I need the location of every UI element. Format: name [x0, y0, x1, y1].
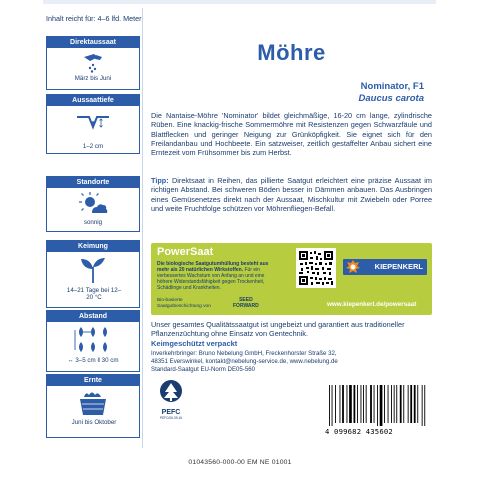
section-header: Standorte [47, 177, 139, 188]
barcode-bar [391, 385, 392, 423]
barcode-bar [361, 385, 362, 423]
barcode-bar [370, 385, 372, 423]
barcode-bar [357, 385, 358, 423]
kiepenkerl-badge-icon [346, 260, 360, 274]
barcode-bar [366, 385, 367, 423]
section-text: 1–2 cm [82, 143, 104, 150]
importer-info [151, 350, 432, 373]
barcode-bar [410, 385, 412, 423]
barcode-bar [414, 385, 416, 423]
section-harvest [46, 374, 140, 438]
barcode-bar [424, 385, 425, 426]
section-text: sonnig [83, 219, 103, 226]
spacing-icon [71, 325, 115, 355]
section-header: Ernte [47, 375, 139, 386]
pefc-label: PEFC [161, 409, 181, 416]
seed-logo-line1: SEED [239, 297, 253, 303]
barcode-bar [422, 385, 423, 426]
barcode-bar [374, 385, 375, 423]
product-title: Möhre [257, 40, 326, 65]
section-header: Abstand [47, 311, 139, 322]
powersaat-text-rest: Für ein verbessertes Wachstum von Anfang an und eine höhere Widerstandsfähigkeit gegen Trockenheit, Schädlinge und Krankheiten. [157, 267, 265, 291]
importer-line: 48351 Everswinkel, kontakt@nebelung-service.de, www.nebelung.de [151, 357, 338, 365]
section-text: ↔ 3–5 cm ‖ 30 cm [67, 357, 119, 364]
pefc-tree-icon [156, 379, 186, 403]
section-text: Juni bis Oktober [71, 419, 117, 426]
variety-name: Nominator, F1 [360, 81, 424, 92]
section-text: März bis Juni [74, 75, 112, 82]
sowing-depth-icon [73, 109, 113, 141]
barcode-bar [400, 385, 402, 423]
kiepenkerl-logo [343, 259, 427, 275]
quality-statement: Unser gesamtes Qualitätssaatgut ist ungebeizt und garantiert aus traditioneller Pflanzenzüchtung ohne Einsatz von Gentechnik. [151, 320, 405, 339]
tip-label: Tipp: [151, 176, 169, 185]
barcode-bar [340, 385, 341, 423]
barcode-bar [363, 385, 364, 423]
barcode-bar [394, 385, 395, 423]
barcode-bar [377, 385, 378, 426]
seed-packet-back [43, 0, 436, 452]
barcode-bar [417, 385, 418, 423]
barcode [325, 385, 429, 441]
barcode-bar [354, 385, 356, 423]
barcode-bar [347, 385, 348, 423]
barcode-bar [403, 385, 404, 423]
powersaat-bio-note: Bio-basierte Saatgutbeschichtung von [157, 298, 211, 309]
section-germination [46, 240, 140, 308]
kiepenkerl-brand: KIEPENKERL [374, 262, 423, 271]
section-spacing [46, 310, 140, 372]
qr-code-icon[interactable] [296, 248, 336, 288]
barcode-bar [388, 385, 389, 423]
section-header: Aussaattiefe [47, 95, 139, 106]
latin-name: Daucus carota [358, 93, 424, 104]
packet-code: 01043560-000-00 EM NE 01001 [188, 459, 292, 466]
product-description: Die Nantaise-Möhre 'Nominator' bildet gleichmäßige, 16-20 cm lange, zylindrische Rüben. Eine knackig-frische Sommermöhre mit Resistenzen gegen Schwarzfäule und Blattflecken und geringer Neigung zur Grünköpfigkeit. Sie eignet sich für den Freilandanbau und Hochbeete. Ein satzweiser, zeitlich gestaffelter Anbau sichert eine Erntezeit vom Frühsommer bis zum Herbst. [151, 111, 432, 158]
main-content [147, 0, 436, 452]
barcode-bar [329, 385, 330, 426]
seedling-icon [75, 255, 111, 285]
sun-cloud-icon [78, 191, 108, 217]
section-text: 14–21 Tage bei 12–20 °C [66, 287, 122, 302]
pefc-logo [151, 379, 191, 420]
tip-paragraph [151, 176, 432, 213]
pefc-code: PEFC/06-39-16 [159, 416, 183, 420]
powersaat-text-strong: Die biologische Saatgutumhüllung besteht aus mehr als 20 natürlichen Wirkstoffen. [157, 261, 269, 273]
barcode-digits: 4 099682 435602 [325, 427, 393, 436]
content-note: Inhalt reicht für: 4–6 lfd. Meter [46, 14, 142, 23]
tip-text: Direktsaat in Reihen, das pillierte Saatgut erleichtert eine präzise Aussaat im richtigen Abstand. Bei schweren Böden besser in Dämmen anbauen. Das Ausbringen eines Gemüsenetzes direkt nach der Aussaat, Mischkultur mit Zwiebeln oder Porree und weite Fruchtfolge schützen vor Möhrenfliegen-Befall. [151, 176, 432, 213]
section-direct-sowing [46, 36, 140, 90]
powersaat-panel [151, 243, 432, 315]
section-header: Direktaussaat [47, 37, 139, 48]
barcode-bar [380, 385, 383, 426]
barcode-bar [396, 385, 397, 423]
barcode-bars [325, 385, 429, 427]
barcode-bar [342, 385, 344, 423]
seed-forward-logo [233, 297, 259, 309]
barcode-bar [335, 385, 336, 423]
barcode-bar [408, 385, 409, 423]
section-sowing-depth [46, 94, 140, 154]
germ-protected-label: Keimgeschützt verpackt [151, 339, 238, 348]
powersaat-heading: PowerSaat [157, 246, 214, 258]
importer-line: Standard-Saatgut EU-Norm DE05-560 [151, 365, 255, 373]
barcode-bar [332, 385, 333, 426]
barcode-bar [384, 385, 385, 423]
section-location [46, 176, 140, 232]
harvest-basket-icon [76, 389, 110, 417]
seed-logo-line2: FORWARD [233, 303, 259, 309]
powersaat-url[interactable]: www.kiepenkerl.de/powersaat [327, 301, 417, 308]
sowing-hand-icon [80, 51, 106, 73]
section-header: Keimung [47, 241, 139, 252]
sidebar [43, 8, 143, 448]
importer-line: Inverkehrbringer: Bruno Nebelung GmbH, Freckenhorster Straße 32, [151, 350, 337, 357]
powersaat-text [157, 261, 272, 291]
barcode-bar [349, 385, 352, 423]
